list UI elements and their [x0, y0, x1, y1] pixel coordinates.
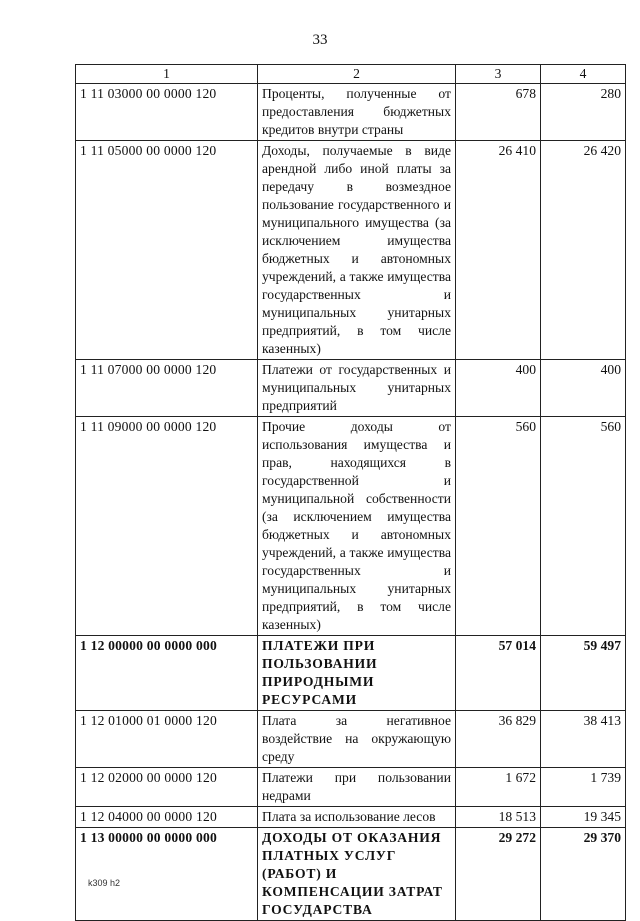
- table-row: [76, 417, 626, 636]
- row-value-col4: 560: [541, 417, 626, 636]
- row-value-col3: 36 829: [456, 711, 541, 768]
- row-code: 1 11 09000 00 0000 120: [76, 417, 258, 636]
- row-description: ПЛАТЕЖИ ПРИ ПОЛЬЗОВАНИИ ПРИРОДНЫМИ РЕСУРСАМИ: [258, 636, 456, 711]
- document-footer-code: k309 h2: [88, 878, 121, 888]
- table-row: [76, 360, 626, 417]
- row-code: 1 12 01000 01 0000 120: [76, 711, 258, 768]
- row-value-col4: 59 497: [541, 636, 626, 711]
- budget-revenue-table: [75, 64, 626, 921]
- row-description: Платежи при пользовании недрами: [258, 768, 456, 807]
- row-code: 1 12 02000 00 0000 120: [76, 768, 258, 807]
- column-header-2: 2: [258, 65, 456, 84]
- table-row: [76, 768, 626, 807]
- row-value-col4: 1 739: [541, 768, 626, 807]
- row-description: Прочие доходы от использования имущества и прав, находящихся в государственной и муниципальной собственности (за исключением имущества бюджетных и автономных учреждений, а также имущества государственных и муниципальных унитарных предприятий, в том числе казенных): [258, 417, 456, 636]
- column-header-4: 4: [541, 65, 626, 84]
- table-row-section-total: [76, 636, 626, 711]
- page-number: 33: [312, 32, 328, 48]
- table-row: [76, 84, 626, 141]
- table-row: [76, 141, 626, 360]
- row-code: 1 13 00000 00 0000 000: [76, 828, 258, 921]
- row-value-col3: 560: [456, 417, 541, 636]
- row-description: Доходы, получаемые в виде арендной либо иной платы за передачу в возмездное пользование государственного и муниципального имущества (за исключением имущества бюджетных и автономных учреждений, а также имущества государственных и муниципальных унитарных предприятий, в том числе казенных): [258, 141, 456, 360]
- row-description: Платежи от государственных и муниципальных унитарных предприятий: [258, 360, 456, 417]
- row-code: 1 11 05000 00 0000 120: [76, 141, 258, 360]
- row-description: ДОХОДЫ ОТ ОКАЗАНИЯ ПЛАТНЫХ УСЛУГ (РАБОТ) И КОМПЕНСАЦИИ ЗАТРАТ ГОСУДАРСТВА: [258, 828, 456, 921]
- row-value-col4: 29 370: [541, 828, 626, 921]
- row-description: Плата за использование лесов: [258, 807, 456, 828]
- table-header-row: [76, 65, 626, 84]
- row-description: Плата за негативное воздействие на окружающую среду: [258, 711, 456, 768]
- table-row: [76, 711, 626, 768]
- column-header-1: 1: [76, 65, 258, 84]
- row-value-col3: 678: [456, 84, 541, 141]
- row-value-col3: 26 410: [456, 141, 541, 360]
- row-code: 1 11 03000 00 0000 120: [76, 84, 258, 141]
- row-value-col3: 18 513: [456, 807, 541, 828]
- column-header-3: 3: [456, 65, 541, 84]
- row-code: 1 12 04000 00 0000 120: [76, 807, 258, 828]
- row-value-col4: 19 345: [541, 807, 626, 828]
- row-value-col4: 38 413: [541, 711, 626, 768]
- row-value-col3: 29 272: [456, 828, 541, 921]
- row-value-col4: 280: [541, 84, 626, 141]
- row-value-col3: 57 014: [456, 636, 541, 711]
- table-row-section-total: [76, 828, 626, 921]
- row-value-col4: 400: [541, 360, 626, 417]
- row-description: Проценты, полученные от предоставления бюджетных кредитов внутри страны: [258, 84, 456, 141]
- row-value-col3: 400: [456, 360, 541, 417]
- row-code: 1 11 07000 00 0000 120: [76, 360, 258, 417]
- row-value-col4: 26 420: [541, 141, 626, 360]
- row-code: 1 12 00000 00 0000 000: [76, 636, 258, 711]
- table-row: [76, 807, 626, 828]
- row-value-col3: 1 672: [456, 768, 541, 807]
